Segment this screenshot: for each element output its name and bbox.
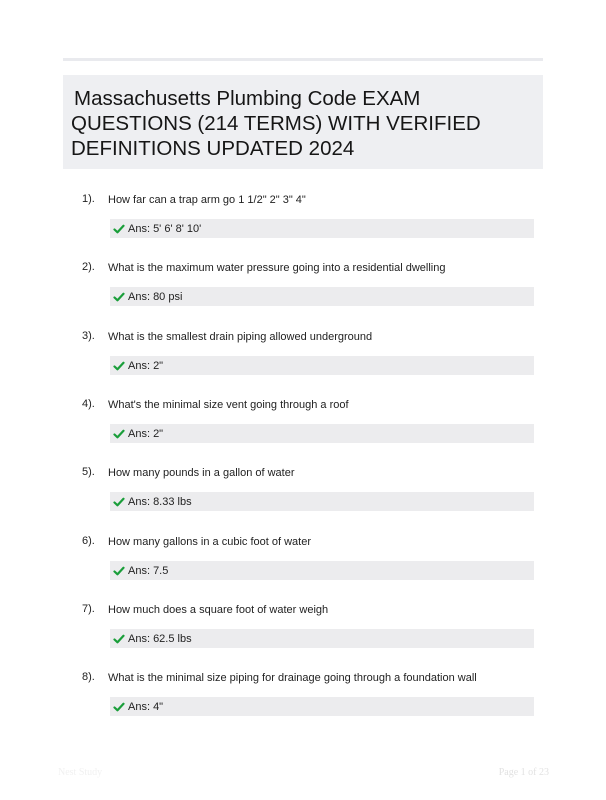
page-indicator: Page 1 of 23: [498, 767, 549, 778]
qa-item: [0, 261, 606, 321]
answer-text: Ans: 7.5: [128, 564, 169, 577]
title-line-3: DEFINITIONS UPDATED 2024: [71, 137, 355, 160]
answer-text: Ans: 2": [128, 427, 164, 440]
answer-box: [110, 561, 534, 580]
qa-item: [0, 535, 606, 595]
check-icon: [113, 428, 125, 440]
answer-text: Ans: 8.33 lbs: [128, 495, 192, 508]
question-number: 4).: [82, 398, 95, 410]
check-icon: [113, 223, 125, 235]
question-number: 6).: [82, 535, 95, 547]
answer-text: Ans: 62.5 lbs: [128, 632, 192, 645]
answer-text: Ans: 2": [128, 359, 164, 372]
check-icon: [113, 291, 125, 303]
qa-item: [0, 466, 606, 526]
check-icon: [113, 633, 125, 645]
question-text: How many pounds in a gallon of water: [108, 467, 295, 479]
question-text: What is the maximum water pressure going into a residential dwelling: [108, 262, 446, 274]
question-number: 7).: [82, 603, 95, 615]
answer-box: [110, 424, 534, 443]
question-number: 3).: [82, 330, 95, 342]
question-number: 5).: [82, 466, 95, 478]
qa-item: [0, 603, 606, 663]
answer-box: [110, 219, 534, 238]
question-text: How much does a square foot of water weigh: [108, 604, 329, 616]
question-text: How many gallons in a cubic foot of water: [108, 536, 311, 548]
check-icon: [113, 360, 125, 372]
title-line-2: QUESTIONS (214 TERMS) WITH VERIFIED: [71, 112, 481, 135]
question-number: 2).: [82, 261, 95, 273]
question-number: 8).: [82, 671, 95, 683]
qa-item: [0, 193, 606, 253]
answer-text: Ans: 5' 6' 8' 10': [128, 222, 202, 235]
answer-box: [110, 697, 534, 716]
check-icon: [113, 701, 125, 713]
question-text: What is the minimal size piping for drainage going through a foundation wall: [108, 672, 477, 684]
answer-box: [110, 492, 534, 511]
qa-item: [0, 671, 606, 731]
top-divider: [63, 58, 543, 61]
document-title: [71, 86, 535, 161]
qa-item: [0, 398, 606, 458]
answer-box: [110, 287, 534, 306]
check-icon: [113, 565, 125, 577]
question-number: 1).: [82, 193, 95, 205]
answer-box: [110, 629, 534, 648]
footer-watermark: Nest Study: [58, 767, 103, 778]
title-banner: [63, 75, 543, 169]
answer-box: [110, 356, 534, 375]
title-line-1: Massachusetts Plumbing Code EXAM: [74, 87, 421, 110]
qa-item: [0, 330, 606, 390]
check-icon: [113, 496, 125, 508]
question-text: What's the minimal size vent going through a roof: [108, 399, 349, 411]
question-text: How far can a trap arm go 1 1/2" 2" 3" 4": [108, 194, 306, 206]
answer-text: Ans: 80 psi: [128, 290, 183, 303]
question-text: What is the smallest drain piping allowed underground: [108, 331, 373, 343]
answer-text: Ans: 4": [128, 700, 164, 713]
